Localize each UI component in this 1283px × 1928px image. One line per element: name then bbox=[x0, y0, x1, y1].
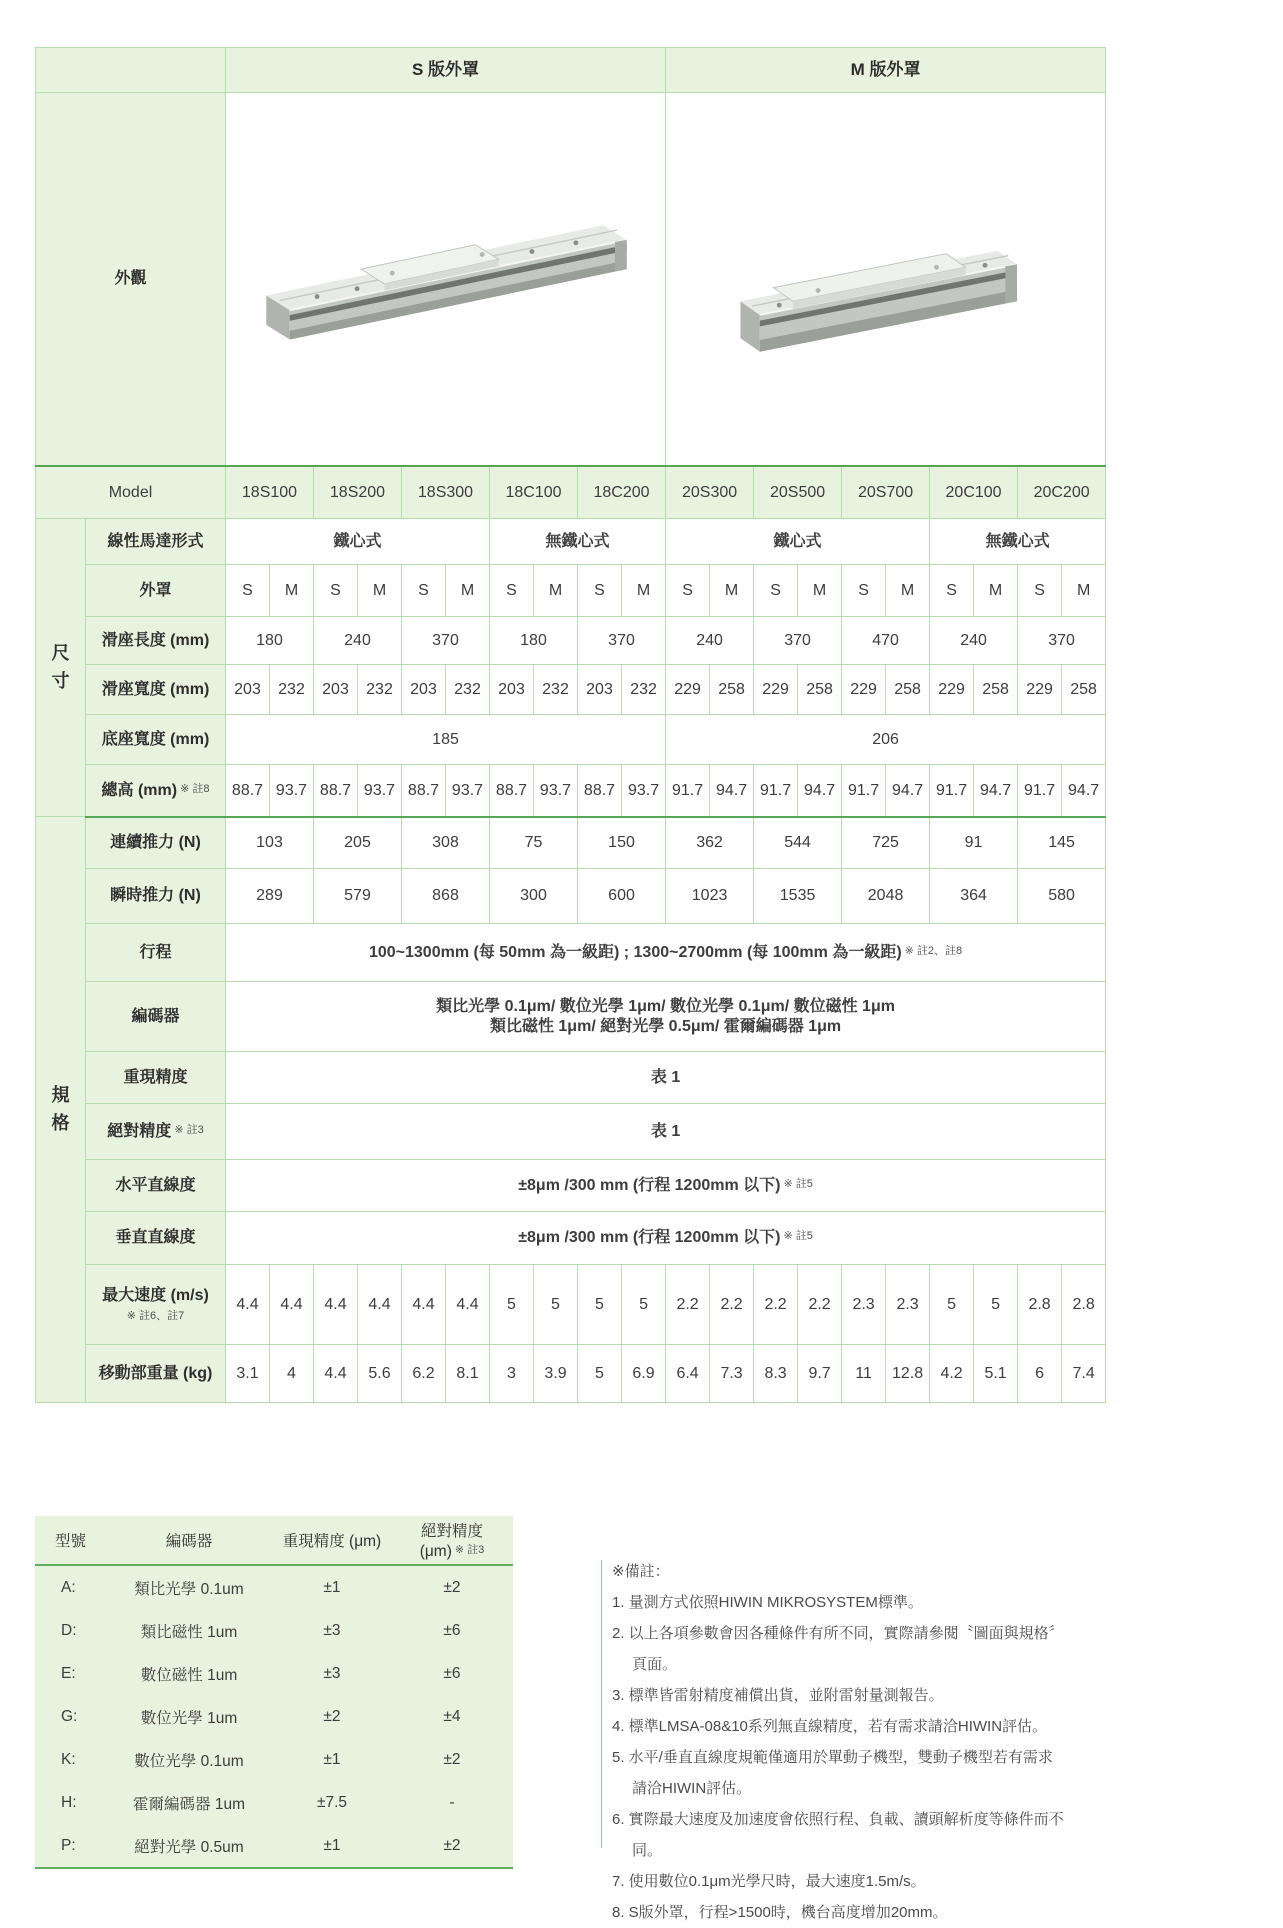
encoder-absolute: ±6 bbox=[443, 1664, 461, 1682]
horizontal-straightness-cell: ±8μm /300 mm (行程 1200mm 以下) $^{※ 註5}$ bbox=[226, 1160, 1106, 1212]
total-height-cell: 93.7 bbox=[622, 765, 666, 817]
table-row-max-speed bbox=[36, 1265, 1106, 1345]
slide-width-cell: 203 bbox=[226, 665, 270, 715]
moving-weight-cell: 4.2 bbox=[930, 1345, 974, 1403]
moving-weight-cell: 8.1 bbox=[446, 1345, 490, 1403]
slide-width-cell: 258 bbox=[1062, 665, 1106, 715]
row-label-motor-type: 線性馬達形式 bbox=[86, 519, 226, 565]
model-cell: 18S200 bbox=[314, 466, 402, 519]
max-speed-cell: 2.3 bbox=[842, 1265, 886, 1345]
base-width-cell: 185 bbox=[226, 715, 666, 765]
remarks-title: ※備註： bbox=[612, 1563, 670, 1580]
cover-cell: M bbox=[534, 565, 578, 617]
table-row-stroke bbox=[36, 924, 1106, 982]
stroke-cell: 100~1300mm (每 50mm 為一級距) ; 1300~2700mm (每 100mm 為一級距) $^{※ 註2、註8}$ bbox=[226, 924, 1106, 982]
encoder-table-row bbox=[35, 1824, 513, 1867]
row-label-repeatability: 重現精度 bbox=[86, 1052, 226, 1104]
table-row-vertical-straightness bbox=[36, 1212, 1106, 1265]
max-speed-cell: 2.8 bbox=[1018, 1265, 1062, 1345]
cont-force-cell: 544 bbox=[754, 817, 842, 869]
row-label-absolute-accuracy: 絕對精度 $^{※ 註3}$ bbox=[86, 1104, 226, 1160]
row-label-total-height: 總高 (mm) $^{※ 註8}$ bbox=[86, 765, 226, 817]
encoder-absolute: ±6 bbox=[443, 1621, 461, 1639]
cover-cell: S bbox=[490, 565, 534, 617]
group-label-dimensions: 尺寸 bbox=[36, 519, 86, 817]
cover-cell: M bbox=[886, 565, 930, 617]
cover-cell: M bbox=[798, 565, 842, 617]
total-height-cell: 93.7 bbox=[446, 765, 490, 817]
peak-force-cell: 2048 bbox=[842, 869, 930, 924]
slide-length-cell: 240 bbox=[666, 617, 754, 665]
slide-length-cell: 370 bbox=[578, 617, 666, 665]
encoder-repeatability: ±2 bbox=[323, 1707, 341, 1725]
moving-weight-cell: 4.4 bbox=[314, 1345, 358, 1403]
cover-cell: M bbox=[446, 565, 490, 617]
total-height-cell: 93.7 bbox=[358, 765, 402, 817]
encoder-code: E: bbox=[61, 1664, 76, 1682]
model-cell: 20C200 bbox=[1018, 466, 1106, 519]
moving-weight-cell: 5.6 bbox=[358, 1345, 402, 1403]
total-height-cell: 91.7 bbox=[666, 765, 710, 817]
remark-item: 7. 使用數位0.1μm光學尺時，最大速度1.5m/s。 bbox=[612, 1873, 926, 1890]
slide-width-cell: 229 bbox=[754, 665, 798, 715]
peak-force-cell: 300 bbox=[490, 869, 578, 924]
remark-item: 6. 實際最大速度及加速度會依照行程、負載、讀頭解析度等條件而不同。 bbox=[612, 1811, 1064, 1859]
slide-width-cell: 203 bbox=[314, 665, 358, 715]
max-speed-cell: 5 bbox=[622, 1265, 666, 1345]
encoder-header-repeatability: 重現精度 (μm) bbox=[273, 1516, 391, 1565]
slide-width-cell: 229 bbox=[1018, 665, 1062, 715]
row-label-peak-force: 瞬時推力 (N) bbox=[86, 869, 226, 924]
encoder-repeatability: ±1 bbox=[323, 1750, 341, 1768]
repeatability-cell: 表 1 bbox=[226, 1052, 1106, 1104]
appearance-cell-m bbox=[666, 93, 1106, 466]
slide-width-cell: 232 bbox=[622, 665, 666, 715]
slide-width-cell: 229 bbox=[842, 665, 886, 715]
max-speed-cell: 4.4 bbox=[358, 1265, 402, 1345]
encoder-name: 數位磁性 1um bbox=[140, 1666, 238, 1684]
model-cell: 18S100 bbox=[226, 466, 314, 519]
total-height-cell: 94.7 bbox=[710, 765, 754, 817]
moving-weight-cell: 5.1 bbox=[974, 1345, 1018, 1403]
group-label-specs: 規格 bbox=[36, 817, 86, 1403]
model-cell: 20S700 bbox=[842, 466, 930, 519]
slide-width-cell: 232 bbox=[534, 665, 578, 715]
cover-cell: S bbox=[930, 565, 974, 617]
encoder-header-encoder: 編碼器 bbox=[105, 1516, 273, 1565]
spec-table bbox=[35, 47, 1106, 1403]
row-label-horizontal-straightness: 水平直線度 bbox=[86, 1160, 226, 1212]
total-height-cell: 94.7 bbox=[886, 765, 930, 817]
total-height-cell: 91.7 bbox=[930, 765, 974, 817]
total-height-cell: 88.7 bbox=[578, 765, 622, 817]
encoder-name: 類比磁性 1um bbox=[140, 1623, 238, 1641]
cover-cell: M bbox=[710, 565, 754, 617]
divider-line bbox=[601, 1560, 602, 1848]
remark-item: 1. 量測方式依照HIWIN MIKROSYSTEM標準。 bbox=[612, 1594, 923, 1611]
row-label-encoder: 編碼器 bbox=[86, 982, 226, 1052]
encoder-table-row bbox=[35, 1652, 513, 1695]
table-row-peak-force bbox=[36, 869, 1106, 924]
slide-width-cell: 229 bbox=[930, 665, 974, 715]
motor-type-cell: 鐵心式 bbox=[666, 519, 930, 565]
table-row-model bbox=[36, 466, 1106, 519]
cont-force-cell: 362 bbox=[666, 817, 754, 869]
total-height-cell: 94.7 bbox=[974, 765, 1018, 817]
encoder-absolute: ±2 bbox=[443, 1750, 461, 1768]
moving-weight-cell: 12.8 bbox=[886, 1345, 930, 1403]
max-speed-cell: 2.2 bbox=[798, 1265, 842, 1345]
table-row-repeatability bbox=[36, 1052, 1106, 1104]
remark-item: 2. 以上各項參數會因各種條件有所不同，實際請參閱〝圖面與規格〞頁面。 bbox=[612, 1625, 1064, 1673]
peak-force-cell: 868 bbox=[402, 869, 490, 924]
peak-force-cell: 289 bbox=[226, 869, 314, 924]
encoder-code: K: bbox=[61, 1750, 76, 1768]
cont-force-cell: 145 bbox=[1018, 817, 1106, 869]
max-speed-cell: 5 bbox=[578, 1265, 622, 1345]
model-cell: 20C100 bbox=[930, 466, 1018, 519]
slide-length-cell: 180 bbox=[490, 617, 578, 665]
remark-item: 3. 標準皆雷射精度補償出貨，並附雷射量測報告。 bbox=[612, 1687, 944, 1704]
cont-force-cell: 725 bbox=[842, 817, 930, 869]
table-row-absolute-accuracy bbox=[36, 1104, 1106, 1160]
moving-weight-cell: 3.1 bbox=[226, 1345, 270, 1403]
encoder-table-row bbox=[35, 1781, 513, 1824]
encoder-name: 絕對光學 0.5um bbox=[134, 1838, 244, 1856]
product-image-s-cover bbox=[236, 146, 656, 406]
row-label-slide-width: 滑座寬度 (mm) bbox=[86, 665, 226, 715]
total-height-cell: 93.7 bbox=[270, 765, 314, 817]
table-row-encoder bbox=[36, 982, 1106, 1052]
corner-cell bbox=[36, 48, 226, 93]
m-cover-header: M 版外罩 bbox=[666, 48, 1106, 93]
moving-weight-cell: 3.9 bbox=[534, 1345, 578, 1403]
slide-width-cell: 258 bbox=[886, 665, 930, 715]
total-height-cell: 94.7 bbox=[798, 765, 842, 817]
encoder-table-row bbox=[35, 1738, 513, 1781]
table-row-cover-header bbox=[36, 48, 1106, 93]
cont-force-cell: 150 bbox=[578, 817, 666, 869]
encoder-line-2: 類比磁性 1μm/ 絕對光學 0.5μm/ 霍爾編碼器 1μm bbox=[489, 1017, 842, 1035]
table-row-appearance bbox=[36, 93, 1106, 466]
max-speed-cell: 5 bbox=[534, 1265, 578, 1345]
max-speed-cell: 4.4 bbox=[314, 1265, 358, 1345]
cover-cell: S bbox=[402, 565, 446, 617]
peak-force-cell: 1023 bbox=[666, 869, 754, 924]
remark-item: 5. 水平/垂直直線度規範僅適用於單動子機型，雙動子機型若有需求請洽HIWIN評估。 bbox=[612, 1749, 1053, 1797]
encoder-code: D: bbox=[61, 1621, 77, 1639]
max-speed-cell: 4.4 bbox=[226, 1265, 270, 1345]
slide-length-cell: 370 bbox=[1018, 617, 1106, 665]
base-width-cell: 206 bbox=[666, 715, 1106, 765]
table-row-moving-weight bbox=[36, 1345, 1106, 1403]
table-row-horizontal-straightness bbox=[36, 1160, 1106, 1212]
slide-width-cell: 203 bbox=[578, 665, 622, 715]
encoder-table-row bbox=[35, 1565, 513, 1609]
total-height-cell: 88.7 bbox=[490, 765, 534, 817]
product-image-m-cover bbox=[721, 166, 1051, 386]
encoder-repeatability: ±1 bbox=[323, 1578, 341, 1596]
max-speed-cell: 2.2 bbox=[666, 1265, 710, 1345]
slide-width-cell: 203 bbox=[490, 665, 534, 715]
absolute-accuracy-cell: 表 1 bbox=[226, 1104, 1106, 1160]
cont-force-cell: 205 bbox=[314, 817, 402, 869]
encoder-header-absolute: 絕對精度 (μm) $^{※ 註3}$ bbox=[391, 1516, 513, 1565]
cover-cell: S bbox=[578, 565, 622, 617]
row-label-appearance: 外觀 bbox=[36, 93, 226, 466]
cover-cell: S bbox=[842, 565, 886, 617]
remarks-block bbox=[612, 1556, 1064, 1928]
cont-force-cell: 75 bbox=[490, 817, 578, 869]
motor-type-cell: 鐵心式 bbox=[226, 519, 490, 565]
total-height-cell: 93.7 bbox=[534, 765, 578, 817]
total-height-cell: 94.7 bbox=[1062, 765, 1106, 817]
encoder-repeatability: ±7.5 bbox=[316, 1793, 348, 1811]
moving-weight-cell: 3 bbox=[490, 1345, 534, 1403]
appearance-cell-s bbox=[226, 93, 666, 466]
row-label-cover-type: 外罩 bbox=[86, 565, 226, 617]
peak-force-cell: 579 bbox=[314, 869, 402, 924]
cover-cell: M bbox=[622, 565, 666, 617]
total-height-cell: 91.7 bbox=[1018, 765, 1062, 817]
s-cover-header: S 版外罩 bbox=[226, 48, 666, 93]
encoder-table-row bbox=[35, 1609, 513, 1652]
encoder-repeatability: ±3 bbox=[323, 1664, 341, 1682]
table-row-cover-type bbox=[36, 565, 1106, 617]
cover-cell: M bbox=[1062, 565, 1106, 617]
row-label-max-speed: 最大速度 (m/s) ※ 註6、註7 bbox=[86, 1265, 226, 1345]
cover-cell: S bbox=[754, 565, 798, 617]
slide-length-cell: 240 bbox=[314, 617, 402, 665]
cover-cell: M bbox=[270, 565, 314, 617]
row-label-stroke: 行程 bbox=[86, 924, 226, 982]
peak-force-cell: 600 bbox=[578, 869, 666, 924]
row-label-cont-force: 連續推力 (N) bbox=[86, 817, 226, 869]
peak-force-cell: 1535 bbox=[754, 869, 842, 924]
table-row-motor-type bbox=[36, 519, 1106, 565]
max-speed-cell: 2.8 bbox=[1062, 1265, 1106, 1345]
encoder-cell bbox=[226, 982, 1106, 1052]
max-speed-cell: 2.3 bbox=[886, 1265, 930, 1345]
cover-cell: M bbox=[358, 565, 402, 617]
slide-width-cell: 232 bbox=[358, 665, 402, 715]
slide-length-cell: 470 bbox=[842, 617, 930, 665]
encoder-repeatability: ±3 bbox=[323, 1621, 341, 1639]
row-label-vertical-straightness: 垂直直線度 bbox=[86, 1212, 226, 1265]
peak-force-cell: 364 bbox=[930, 869, 1018, 924]
max-speed-cell: 4.4 bbox=[270, 1265, 314, 1345]
max-speed-cell: 4.4 bbox=[402, 1265, 446, 1345]
encoder-name: 類比光學 0.1um bbox=[134, 1580, 244, 1598]
model-cell: 18C100 bbox=[490, 466, 578, 519]
model-cell: 20S300 bbox=[666, 466, 754, 519]
table-row-total-height bbox=[36, 765, 1106, 817]
motor-type-cell: 無鐵心式 bbox=[930, 519, 1106, 565]
row-label-slide-length: 滑座長度 (mm) bbox=[86, 617, 226, 665]
table-row-slide-length bbox=[36, 617, 1106, 665]
max-speed-cell: 4.4 bbox=[446, 1265, 490, 1345]
max-speed-cell: 5 bbox=[974, 1265, 1018, 1345]
model-cell: 20S500 bbox=[754, 466, 842, 519]
encoder-absolute: ±2 bbox=[443, 1836, 461, 1854]
cover-cell: S bbox=[226, 565, 270, 617]
row-label-base-width: 底座寬度 (mm) bbox=[86, 715, 226, 765]
moving-weight-cell: 7.3 bbox=[710, 1345, 754, 1403]
moving-weight-cell: 6.2 bbox=[402, 1345, 446, 1403]
max-speed-cell: 2.2 bbox=[710, 1265, 754, 1345]
encoder-code: P: bbox=[61, 1836, 76, 1854]
vertical-straightness-cell: ±8μm /300 mm (行程 1200mm 以下) $^{※ 註5}$ bbox=[226, 1212, 1106, 1265]
cover-cell: M bbox=[974, 565, 1018, 617]
encoder-code: G: bbox=[61, 1707, 78, 1725]
moving-weight-cell: 6.9 bbox=[622, 1345, 666, 1403]
encoder-name: 霍爾編碼器 1um bbox=[133, 1795, 245, 1813]
encoder-name: 數位光學 0.1um bbox=[134, 1752, 244, 1770]
table-row-slide-width bbox=[36, 665, 1106, 715]
slide-width-cell: 229 bbox=[666, 665, 710, 715]
cover-cell: S bbox=[666, 565, 710, 617]
encoder-code-table bbox=[35, 1516, 513, 1869]
slide-length-cell: 240 bbox=[930, 617, 1018, 665]
slide-width-cell: 203 bbox=[402, 665, 446, 715]
encoder-code: H: bbox=[61, 1793, 77, 1811]
encoder-repeatability: ±1 bbox=[323, 1836, 341, 1854]
motor-type-cell: 無鐵心式 bbox=[490, 519, 666, 565]
slide-length-cell: 180 bbox=[226, 617, 314, 665]
row-label-model: Model bbox=[36, 466, 226, 519]
moving-weight-cell: 6 bbox=[1018, 1345, 1062, 1403]
encoder-absolute: ±2 bbox=[443, 1578, 461, 1596]
encoder-code: A: bbox=[61, 1578, 76, 1596]
slide-length-cell: 370 bbox=[402, 617, 490, 665]
encoder-name: 數位光學 1um bbox=[140, 1709, 238, 1727]
slide-width-cell: 258 bbox=[710, 665, 754, 715]
max-speed-cell: 5 bbox=[490, 1265, 534, 1345]
encoder-table-header-row bbox=[35, 1516, 513, 1565]
moving-weight-cell: 4 bbox=[270, 1345, 314, 1403]
slide-length-cell: 370 bbox=[754, 617, 842, 665]
model-cell: 18C200 bbox=[578, 466, 666, 519]
row-label-moving-weight: 移動部重量 (kg) bbox=[86, 1345, 226, 1403]
encoder-absolute: ±4 bbox=[443, 1707, 461, 1725]
slide-width-cell: 258 bbox=[798, 665, 842, 715]
encoder-absolute: - bbox=[449, 1793, 455, 1811]
encoder-header-code: 型號 bbox=[35, 1516, 105, 1565]
cont-force-cell: 308 bbox=[402, 817, 490, 869]
max-speed-cell: 2.2 bbox=[754, 1265, 798, 1345]
total-height-cell: 88.7 bbox=[402, 765, 446, 817]
cont-force-cell: 91 bbox=[930, 817, 1018, 869]
moving-weight-cell: 8.3 bbox=[754, 1345, 798, 1403]
total-height-cell: 91.7 bbox=[754, 765, 798, 817]
total-height-cell: 88.7 bbox=[226, 765, 270, 817]
max-speed-cell: 5 bbox=[930, 1265, 974, 1345]
remark-item: 4. 標準LMSA-08&10系列無直線精度，若有需求請洽HIWIN評估。 bbox=[612, 1718, 1048, 1735]
encoder-line-1: 類比光學 0.1μm/ 數位光學 1μm/ 數位光學 0.1μm/ 數位磁性 1μm bbox=[436, 998, 895, 1016]
slide-width-cell: 232 bbox=[270, 665, 314, 715]
cover-cell: S bbox=[314, 565, 358, 617]
slide-width-cell: 258 bbox=[974, 665, 1018, 715]
total-height-cell: 91.7 bbox=[842, 765, 886, 817]
remark-item: 8. S版外罩，行程>1500時，機台高度增加20mm。 bbox=[612, 1904, 948, 1921]
table-row-cont-force bbox=[36, 817, 1106, 869]
cover-cell: S bbox=[1018, 565, 1062, 617]
moving-weight-cell: 5 bbox=[578, 1345, 622, 1403]
slide-width-cell: 232 bbox=[446, 665, 490, 715]
moving-weight-cell: 7.4 bbox=[1062, 1345, 1106, 1403]
table-row-base-width bbox=[36, 715, 1106, 765]
model-cell: 18S300 bbox=[402, 466, 490, 519]
encoder-table-row bbox=[35, 1695, 513, 1738]
cont-force-cell: 103 bbox=[226, 817, 314, 869]
total-height-cell: 88.7 bbox=[314, 765, 358, 817]
moving-weight-cell: 11 bbox=[842, 1345, 886, 1403]
moving-weight-cell: 6.4 bbox=[666, 1345, 710, 1403]
peak-force-cell: 580 bbox=[1018, 869, 1106, 924]
moving-weight-cell: 9.7 bbox=[798, 1345, 842, 1403]
